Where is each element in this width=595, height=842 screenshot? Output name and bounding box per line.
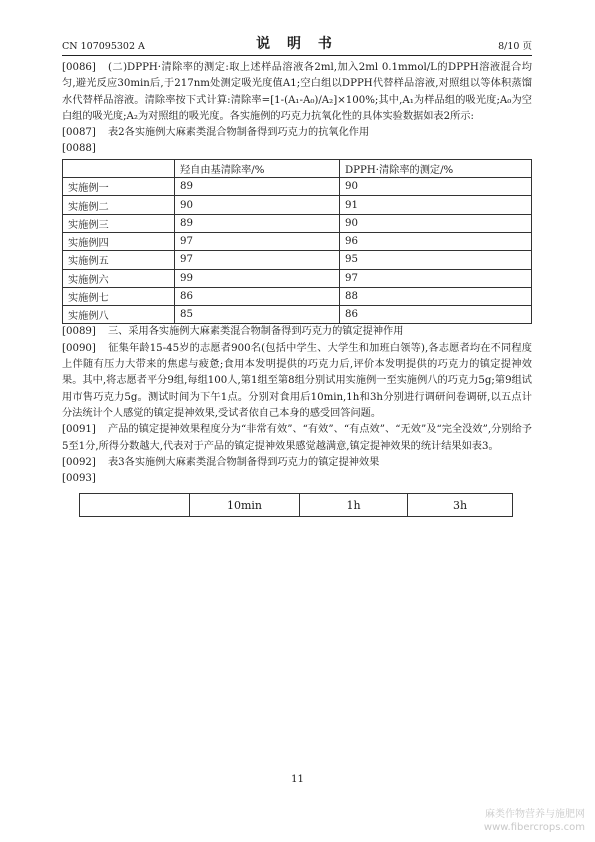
- page-title: 说 明 书: [256, 36, 338, 52]
- table-cell: 88: [340, 287, 532, 305]
- table-header-row: [80, 494, 513, 517]
- page-number: 11: [291, 774, 304, 785]
- table-header-cell: DPPH·清除率的测定/%: [340, 159, 532, 177]
- table-row: [63, 306, 532, 324]
- paragraph-0090: [62, 341, 532, 422]
- table-row: [63, 287, 532, 305]
- table-cell: 91: [340, 196, 532, 214]
- table-cell: 89: [175, 214, 340, 232]
- table-header-cell: 1h: [300, 494, 408, 517]
- table-header-cell: 3h: [408, 494, 513, 517]
- table-cell: 95: [340, 251, 532, 269]
- watermark-line: 麻类作物营养与施肥网: [485, 809, 585, 820]
- table-row: [63, 196, 532, 214]
- table-cell: 90: [340, 178, 532, 196]
- table-row: [63, 214, 532, 232]
- table-cell: 86: [340, 306, 532, 324]
- table-cell: 89: [175, 178, 340, 196]
- paragraph-0089: [62, 324, 532, 340]
- watermark-url: www.fibercrops.com: [483, 822, 585, 833]
- paragraph-number: [0092]: [62, 456, 96, 468]
- table-cell: 90: [340, 214, 532, 232]
- table-cell: 99: [175, 269, 340, 287]
- table-cell: 实施例四: [63, 232, 175, 250]
- paragraph-number: [0088]: [62, 143, 96, 155]
- table-cell: 实施例七: [63, 287, 175, 305]
- paragraph-0087: [62, 125, 532, 141]
- table-row: [63, 251, 532, 269]
- table-row: [63, 232, 532, 250]
- paragraph-number: [0086]: [62, 62, 96, 73]
- table-row: [63, 178, 532, 196]
- table-row: [63, 269, 532, 287]
- table-cell: 实施例六: [63, 269, 175, 287]
- paragraph-0091: [62, 422, 532, 455]
- paragraph-0088: [62, 141, 532, 157]
- table-header-cell: 10min: [190, 494, 300, 517]
- table-cell: 97: [175, 251, 340, 269]
- document-number: CN 107095302 A: [62, 41, 145, 52]
- table-cell: 97: [175, 232, 340, 250]
- paragraph-text: 征集年龄15-45岁的志愿者900名(包括中学生、大学生和加班白领等),各志愿者均在不同程度上伴随有压力大带来的焦虑与疲惫;食用本发明提供的巧克力后,评价本发明提供的巧克力的镇定提神效果。其中,将志愿者平分9组,每组100人,第1组至第8组分别试用实施例一至实施例八的巧克力5g;第9组试用市售巧克力5g。测试时间为下午1点。分别对食用后10min,1h和3h分别进行调研问卷调研,以五点计分法统计个人感觉的镇定提神效果,受试者依自己本身的感受回答问题。: [62, 342, 532, 419]
- paragraph-number: [0089]: [62, 326, 96, 338]
- table-header-cell: [80, 494, 190, 517]
- sedative-effect-table: [79, 493, 513, 517]
- paragraph-0086: [62, 60, 532, 125]
- table-caption: 表3各实施例大麻素类混合物制备得到巧克力的镇定提神效果: [108, 456, 380, 468]
- table-caption: 表2各实施例大麻素类混合物制备得到巧克力的抗氧化作用: [108, 127, 370, 139]
- table-header-row: [63, 159, 532, 177]
- paragraph-number: [0091]: [62, 424, 96, 436]
- table-cell: 86: [175, 287, 340, 305]
- table-header-cell: 羟自由基清除率/%: [175, 159, 340, 177]
- paragraph-number: [0087]: [62, 127, 96, 139]
- section-heading: 三、采用各实施例大麻素类混合物制备得到巧克力的镇定提神作用: [108, 326, 404, 338]
- table-cell: 97: [340, 269, 532, 287]
- table-cell: 实施例五: [63, 251, 175, 269]
- page-header: [62, 34, 532, 56]
- antioxidant-table: [62, 159, 532, 325]
- table-cell: 实施例三: [63, 214, 175, 232]
- table-cell: 85: [175, 306, 340, 324]
- paragraph-0093: [62, 471, 532, 487]
- table-cell: 实施例八: [63, 306, 175, 324]
- page-count: 8/10 页: [498, 41, 532, 52]
- table-cell: 96: [340, 232, 532, 250]
- paragraph-text: 产品的镇定提神效果程度分为“非常有效”、“有效”、“有点效”、“无效”及“完全没效”,分别给予5至1分,所得分数越大,代表对于产品的镇定提神效果感觉越满意,镇定提神效果的统计结果如表3。: [62, 424, 532, 452]
- document-body: [62, 60, 532, 517]
- paragraph-number: [0093]: [62, 473, 96, 485]
- site-watermark: [484, 808, 585, 834]
- table-cell: 实施例一: [63, 178, 175, 196]
- table-cell: 90: [175, 196, 340, 214]
- paragraph-number: [0090]: [62, 342, 96, 354]
- paragraph-text: (二)DPPH·清除率的测定:取上述样品溶液各2ml,加入2ml 0.1mmol/L的DPPH溶液混合均匀,避光反应30min后,于217nm处测定吸光度值A1;空白组以DPPH代替样品溶液,对照组以等体积蒸馏水代替样品溶液。清除率按下式计算:清除率=[1-(A₁-A₀)/A₂]×100%;其中,A₁为样品组的吸光度;A₀为空白组的吸光度;A₂为对照组的吸光度。各实施例的巧克力抗氧化性的具体实验数据如表2所示:: [62, 62, 532, 122]
- table-header-cell: [63, 159, 175, 177]
- table-cell: 实施例二: [63, 196, 175, 214]
- paragraph-0092: [62, 455, 532, 471]
